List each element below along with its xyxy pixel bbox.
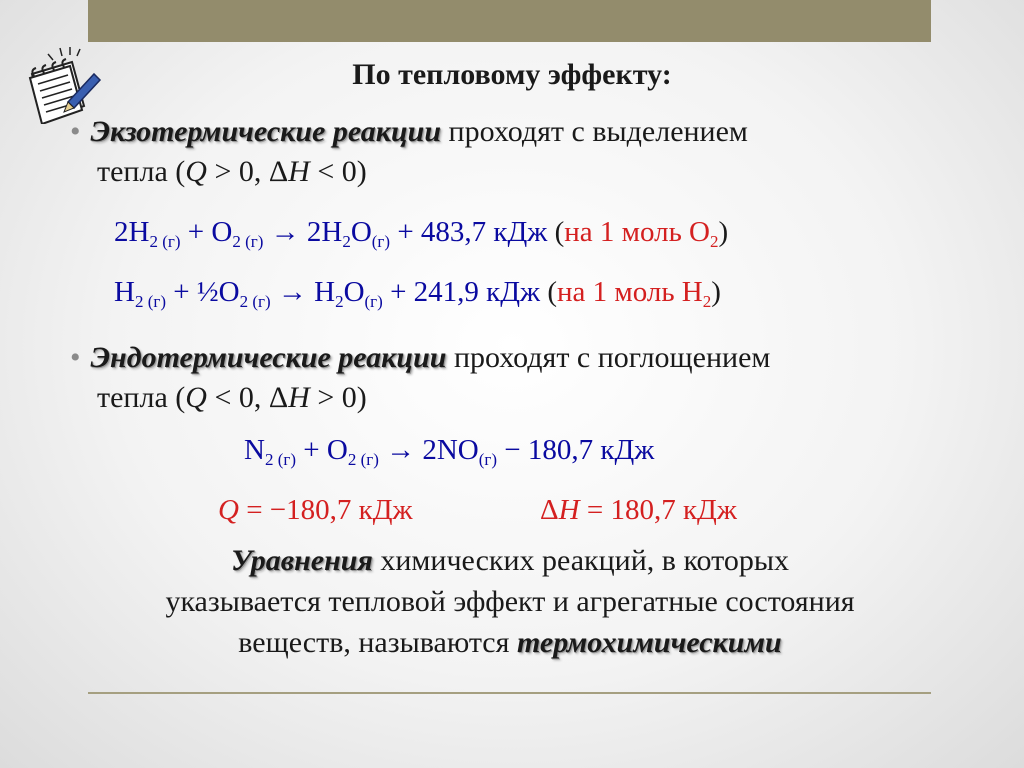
- eq1-paren-open: (: [554, 216, 565, 248]
- q-symbol: Q: [218, 494, 239, 526]
- eq2-reactant2: O: [218, 276, 240, 308]
- endothermic-condition-suffix: > 0): [309, 381, 367, 414]
- exothermic-bullet: [70, 112, 950, 192]
- endothermic-term: Эндотермические реакции: [90, 341, 447, 374]
- eq3-plus: +: [296, 434, 327, 466]
- h-symbol: H: [288, 381, 310, 414]
- exothermic-condition-mid: > 0, Δ: [206, 155, 289, 188]
- exothermic-condition-suffix: < 0): [309, 155, 367, 188]
- eq1-reactant1-sub: 2 (г): [149, 232, 181, 251]
- eq1-paren-close: ): [718, 216, 729, 248]
- bottom-divider: [88, 692, 931, 694]
- eq1-reactant1: 2H: [114, 216, 150, 248]
- eq2-plus: +: [166, 276, 197, 308]
- eq1-product: 2H: [306, 216, 343, 248]
- exothermic-term: Экзотермические реакции: [90, 115, 442, 148]
- enthalpy-value: [540, 494, 737, 527]
- equation-nitric-oxide: [244, 434, 654, 470]
- eq1-product-state: (г): [371, 232, 391, 251]
- eq1-reactant2: O: [211, 216, 233, 248]
- h-symbol: H: [558, 494, 580, 526]
- eq3-reactant2: O: [326, 434, 348, 466]
- eq1-arrow: →: [263, 216, 307, 248]
- equation-water-formation: [114, 216, 728, 252]
- eq3-arrow: →: [378, 434, 423, 466]
- eq3-energy: − 180,7 кДж: [497, 434, 655, 466]
- eq2-reactant2-sub: 2 (г): [239, 292, 271, 311]
- eq2-reactant1-sub: 2 (г): [134, 292, 166, 311]
- eq1-product-sub: 2: [342, 232, 351, 251]
- bullet-dot: •: [70, 341, 81, 374]
- eq2-product-o: O: [343, 276, 365, 308]
- h-symbol: H: [288, 155, 310, 188]
- endothermic-text: проходят с поглощением: [446, 341, 771, 374]
- q-value: = −180,7 кДж: [238, 494, 413, 526]
- exothermic-text: проходят с выделением: [441, 115, 748, 148]
- eq2-half-coefficient: ½: [196, 276, 219, 308]
- q-symbol: Q: [185, 155, 207, 188]
- conclusion-line3: веществ, называются: [238, 626, 517, 659]
- eq3-product: 2NO: [422, 434, 479, 466]
- heat-q-value: [218, 494, 413, 527]
- conclusion-line2: указывается тепловой эффект и агрегатные состояния: [165, 585, 855, 618]
- bullet-dot: •: [70, 115, 81, 148]
- eq2-product-state: (г): [364, 292, 383, 311]
- thermochemical-term: термохимическими: [516, 626, 782, 659]
- eq2-product: H: [314, 276, 336, 308]
- eq1-product-o: O: [350, 216, 372, 248]
- eq1-plus: +: [180, 216, 212, 248]
- eq2-note: на 1 моль H: [557, 276, 703, 308]
- eq2-note-sub: 2: [702, 292, 712, 311]
- eq2-energy: + 241,9 кДж: [382, 276, 548, 308]
- equations-term: Уравнения: [231, 544, 373, 577]
- eq1-note: на 1 моль O: [564, 216, 711, 248]
- eq2-paren-close: ): [711, 276, 721, 308]
- q-symbol: Q: [185, 381, 207, 414]
- endothermic-condition-prefix: тепла (: [97, 381, 186, 414]
- conclusion-paragraph: [40, 540, 980, 663]
- eq2-reactant1: H: [114, 276, 135, 308]
- eq2-paren-open: (: [547, 276, 557, 308]
- conclusion-line1: химических реакций, в которых: [372, 544, 789, 577]
- equation-water-half-oxygen: [114, 276, 721, 312]
- top-bar: [88, 0, 931, 42]
- exothermic-condition-prefix: тепла (: [97, 155, 186, 188]
- eq2-product-sub: 2: [335, 292, 344, 311]
- endothermic-bullet: [70, 338, 950, 418]
- dh-value: = 180,7 кДж: [579, 494, 737, 526]
- slide-title: По тепловому эффекту:: [352, 58, 672, 91]
- delta-symbol: Δ: [540, 494, 559, 526]
- eq3-reactant1-sub: 2 (г): [264, 450, 296, 469]
- eq3-reactant1: N: [244, 434, 265, 466]
- eq3-product-state: (г): [478, 450, 498, 469]
- eq1-reactant2-sub: 2 (г): [232, 232, 264, 251]
- eq1-note-sub: 2: [710, 232, 719, 251]
- eq1-energy: + 483,7 кДж: [390, 216, 555, 248]
- eq3-reactant2-sub: 2 (г): [347, 450, 379, 469]
- eq2-arrow: →: [270, 276, 315, 308]
- endothermic-condition-mid: < 0, Δ: [206, 381, 289, 414]
